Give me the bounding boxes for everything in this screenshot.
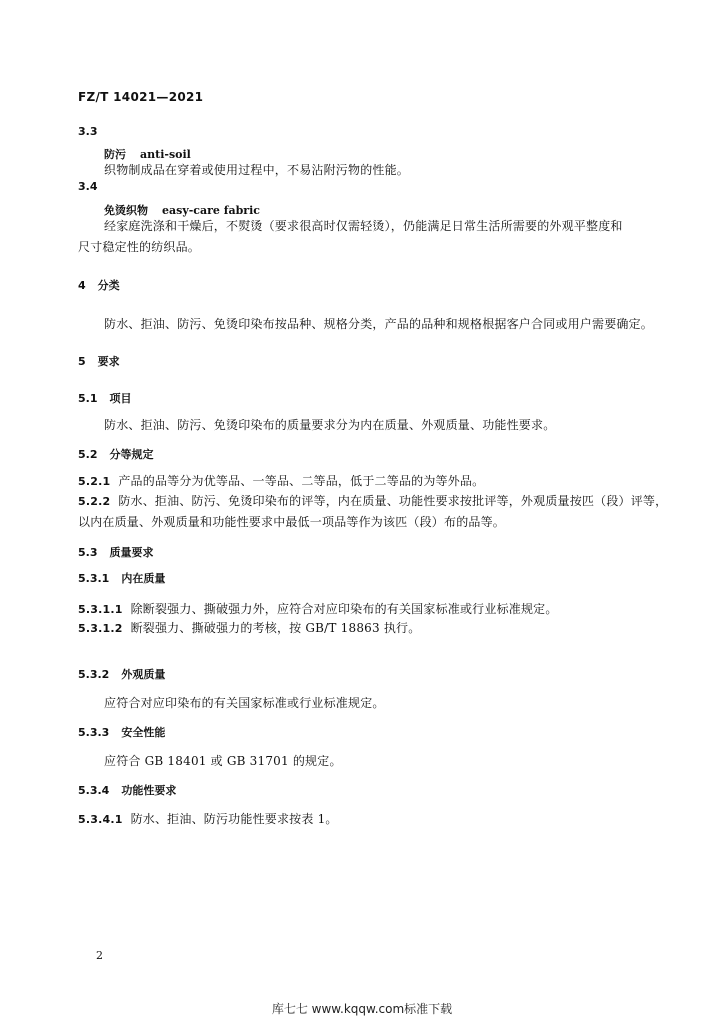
section-3-4-term [104, 199, 260, 218]
section-title: 质量要求 [109, 546, 154, 559]
section-3-4-number: 3.4 [78, 180, 98, 193]
section-title: 项目 [109, 392, 132, 405]
section-5-3-1-1 [78, 600, 558, 617]
section-text: 防水、拒油、防污功能性要求按表 1。 [130, 812, 338, 826]
section-title: 分等规定 [109, 448, 154, 461]
section-text: 防水、拒油、防污、免烫印染布的评等，内在质量、功能性要求按批评等，外观质量按匹（段）评等， [118, 494, 668, 508]
section-number: 5.1 [78, 392, 98, 405]
section-4-heading [78, 277, 120, 293]
section-number: 4 [78, 279, 86, 292]
section-5-2-2-line-2: 以内在质量、外观质量和功能性要求中最低一项品等作为该匹（段）布的品等。 [78, 515, 506, 529]
section-number: 5.3.2 [78, 668, 110, 681]
section-number: 5.3.1.2 [78, 622, 123, 635]
section-5-3-3-text: 应符合 GB 18401 或 GB 31701 的规定。 [104, 754, 342, 768]
section-3-3-term [104, 143, 191, 162]
section-5-3-1-heading [78, 570, 165, 586]
section-number: 5 [78, 355, 86, 368]
section-3-3-number: 3.3 [78, 125, 98, 138]
term-en: anti-soil [140, 148, 191, 161]
section-title: 要求 [97, 355, 120, 368]
section-5-2-1 [78, 472, 484, 489]
section-number: 5.3 [78, 546, 98, 559]
section-number: 5.2.2 [78, 495, 111, 508]
section-number: 5.3.4.1 [78, 813, 123, 826]
section-number: 5.3.3 [78, 726, 110, 739]
section-5-3-4-1 [78, 810, 338, 827]
term-en: easy-care fabric [162, 204, 260, 217]
section-5-3-3-heading [78, 724, 165, 740]
section-number: 5.3.4 [78, 784, 110, 797]
section-5-3-heading [78, 544, 154, 560]
section-title: 分类 [97, 279, 120, 292]
standard-code: FZ/T 14021—2021 [78, 90, 204, 104]
section-title: 功能性要求 [121, 784, 177, 797]
section-5-3-2-text: 应符合对应印染布的有关国家标准或行业标准规定。 [104, 696, 385, 710]
section-5-2-heading [78, 446, 154, 462]
section-title: 内在质量 [121, 572, 166, 585]
section-5-heading [78, 353, 120, 369]
footer-watermark: 库七七 www.kqqw.com标准下载 [271, 1002, 453, 1016]
section-text: 除断裂强力、撕破强力外，应符合对应印染布的有关国家标准或行业标准规定。 [130, 602, 558, 616]
section-3-4-definition-line-1: 经家庭洗涤和干燥后，不熨烫（要求很高时仅需轻烫），仍能满足日常生活所需要的外观平整度和 [104, 219, 623, 233]
section-5-3-4-heading [78, 782, 176, 798]
term-cn: 防污 [104, 148, 126, 161]
section-5-3-2-heading [78, 666, 165, 682]
term-cn: 免烫织物 [104, 204, 148, 217]
section-5-1-text: 防水、拒油、防污、免烫印染布的质量要求分为内在质量、外观质量、功能性要求。 [104, 418, 556, 432]
section-text: 产品的品等分为优等品、一等品、二等品，低于二等品的为等外品。 [118, 474, 485, 488]
section-title: 外观质量 [121, 668, 166, 681]
page-number: 2 [96, 949, 103, 962]
section-5-1-heading [78, 390, 132, 406]
section-number: 5.3.1 [78, 572, 110, 585]
section-3-4-definition-line-2: 尺寸稳定性的纺织品。 [78, 240, 201, 254]
section-number: 5.2.1 [78, 475, 111, 488]
section-number: 5.2 [78, 448, 98, 461]
section-number: 5.3.1.1 [78, 603, 123, 616]
section-title: 安全性能 [121, 726, 166, 739]
section-5-2-2-line-1 [78, 492, 667, 509]
section-3-3-definition: 织物制成品在穿着或使用过程中，不易沾附污物的性能。 [104, 163, 410, 177]
section-5-3-1-2 [78, 619, 420, 636]
section-4-text: 防水、拒油、防污、免烫印染布按品种、规格分类，产品的品种和规格根据客户合同或用户需要确定。 [104, 317, 654, 331]
section-text: 断裂强力、撕破强力的考核，按 GB/T 18863 执行。 [130, 621, 421, 635]
